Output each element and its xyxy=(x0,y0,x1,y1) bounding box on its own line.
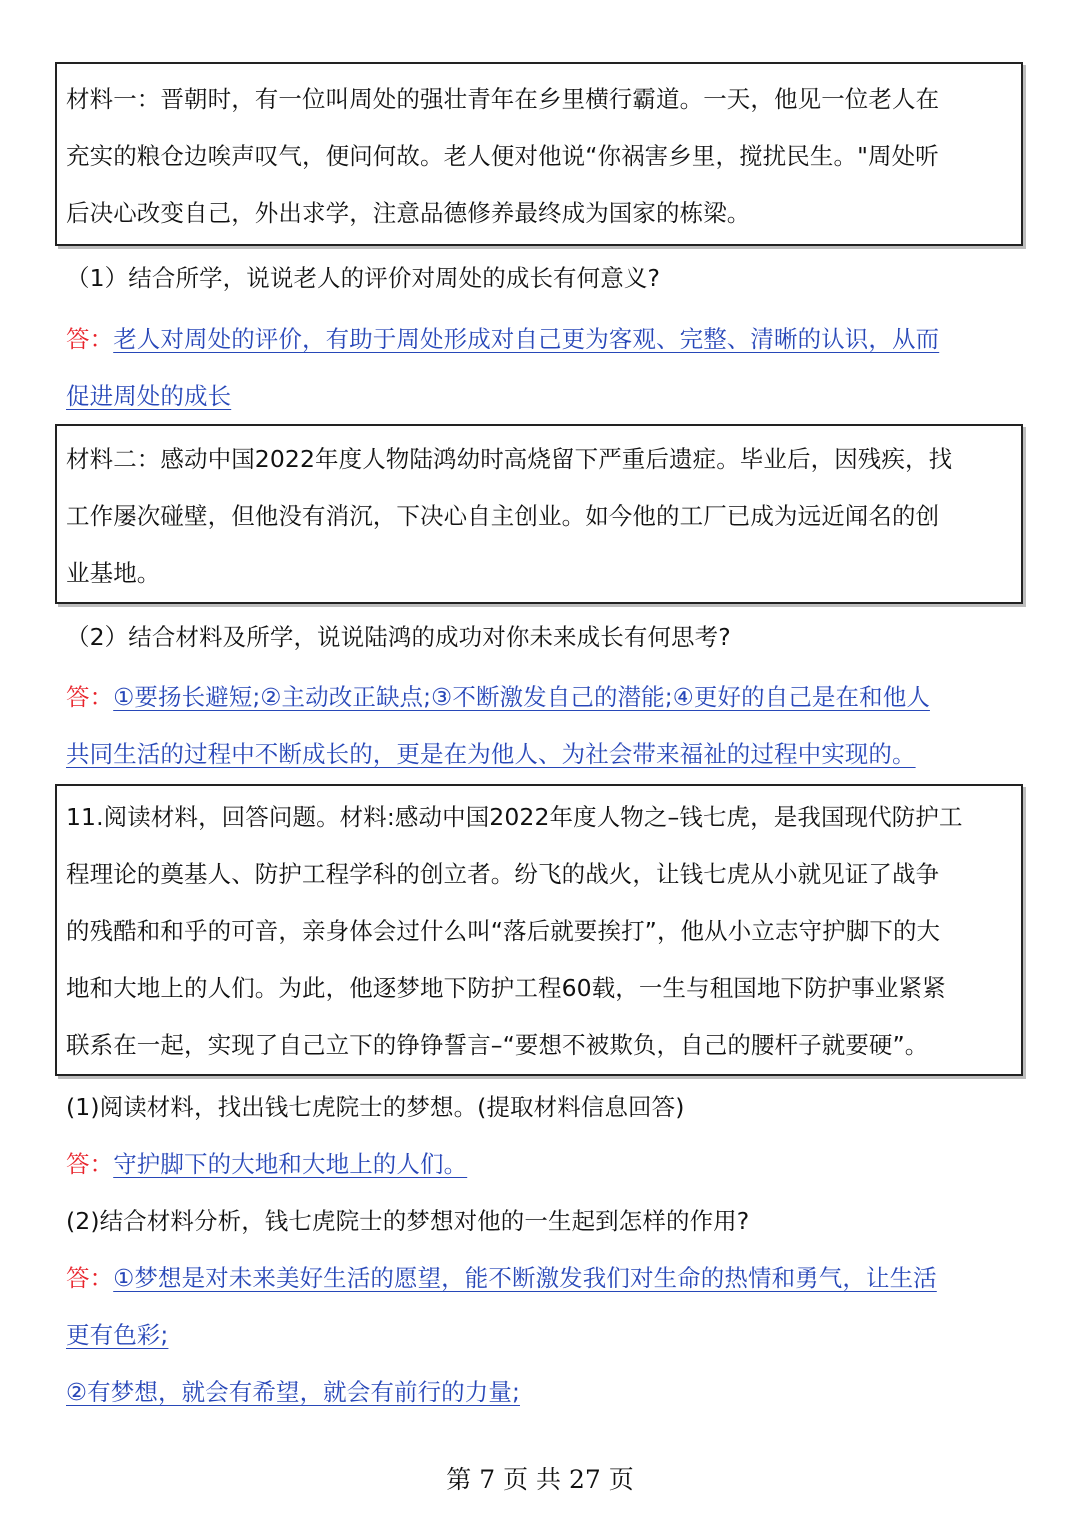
answer-2 xyxy=(66,677,1026,717)
material-3-line: 11.阅读材料，回答问题。材料:感动中国2022年度人物之–钱七虎，是我国现代防护工 xyxy=(66,803,963,831)
answer-1-cont xyxy=(66,376,1026,416)
question-3: (1)阅读材料，找出钱七虎院士的梦想。(提取材料信息回答) xyxy=(66,1093,685,1121)
question-2: （2）结合材料及所学，说说陆鸿的成功对你未来成长有何思考? xyxy=(66,623,731,651)
material-3-line: 联系在一起，实现了自己立下的铮铮誓言–“要想不被欺负，自己的腰杆子就要硬”。 xyxy=(66,1031,929,1059)
material-3-line: 的残酷和和乎的可音，亲身体会过什么叫“落后就要挨打”，他从小立志守护脚下的大 xyxy=(66,917,941,945)
material-1-line: 材料一：晋朝时，有一位叫周处的强壮青年在乡里横行霸道。一天，他见一位老人在 xyxy=(66,85,940,113)
answer-text: 老人对周处的评价，有助于周处形成对自己更为客观、完整、清晰的认识，从而 xyxy=(113,325,940,353)
material-3-line: 地和大地上的人们。为此，他逐梦地下防护工程60载，一生与租国地下防护事业紧紧 xyxy=(66,974,946,1002)
answer-text: 促进周处的成长 xyxy=(66,382,232,410)
answer-3 xyxy=(66,1144,1026,1184)
question-1: （1）结合所学，说说老人的评价对周处的成长有何意义? xyxy=(66,264,661,292)
page-number: 第 7 页 共 27 页 xyxy=(446,1465,634,1494)
answer-text: 守护脚下的大地和大地上的人们。 xyxy=(113,1150,468,1178)
answer-text: 更有色彩; xyxy=(66,1321,169,1349)
answer-label: 答： xyxy=(66,1264,114,1292)
material-2-line: 材料二：感动中国2022年度人物陆鸿幼时高烧留下严重后遗症。毕业后，因残疾，找 xyxy=(66,445,953,473)
material-1-line: 充实的粮仓边唉声叹气，便问何故。老人便对他说“你祸害乡里，搅扰民生。"周处听 xyxy=(66,142,939,170)
answer-text: 共同生活的过程中不断成长的，更是在为他人、为社会带来福祉的过程中实现的。 xyxy=(66,740,916,768)
answer-text: ①要扬长避短;②主动改正缺点;③不断激发自己的潜能;④更好的自己是在和他人 xyxy=(113,683,930,711)
answer-text: ①梦想是对未来美好生活的愿望，能不断激发我们对生命的热情和勇气，让生活 xyxy=(113,1264,937,1292)
material-2-line: 业基地。 xyxy=(66,559,161,587)
answer-label: 答： xyxy=(66,325,114,353)
material-3-line: 程理论的奠基人、防护工程学科的创立者。纷飞的战火，让钱七虎从小就见证了战争 xyxy=(66,860,940,888)
material-1-line: 后决心改变自己，外出求学，注意品德修养最终成为国家的栋梁。 xyxy=(66,199,751,227)
answer-4-cont xyxy=(66,1315,1026,1355)
question-4: (2)结合材料分析，钱七虎院士的梦想对他的一生起到怎样的作用? xyxy=(66,1207,750,1235)
answer-text: ②有梦想，就会有希望，就会有前行的力量; xyxy=(66,1378,520,1406)
answer-label: 答： xyxy=(66,683,114,711)
material-2-line: 工作屡次碰壁，但他没有消沉，下决心自主创业。如今他的工厂已成为远近闻名的创 xyxy=(66,502,940,530)
answer-label: 答： xyxy=(66,1150,114,1178)
answer-4 xyxy=(66,1258,1026,1298)
answer-2-cont xyxy=(66,734,1026,774)
answer-1 xyxy=(66,319,1026,359)
answer-4-cont xyxy=(66,1372,1026,1412)
